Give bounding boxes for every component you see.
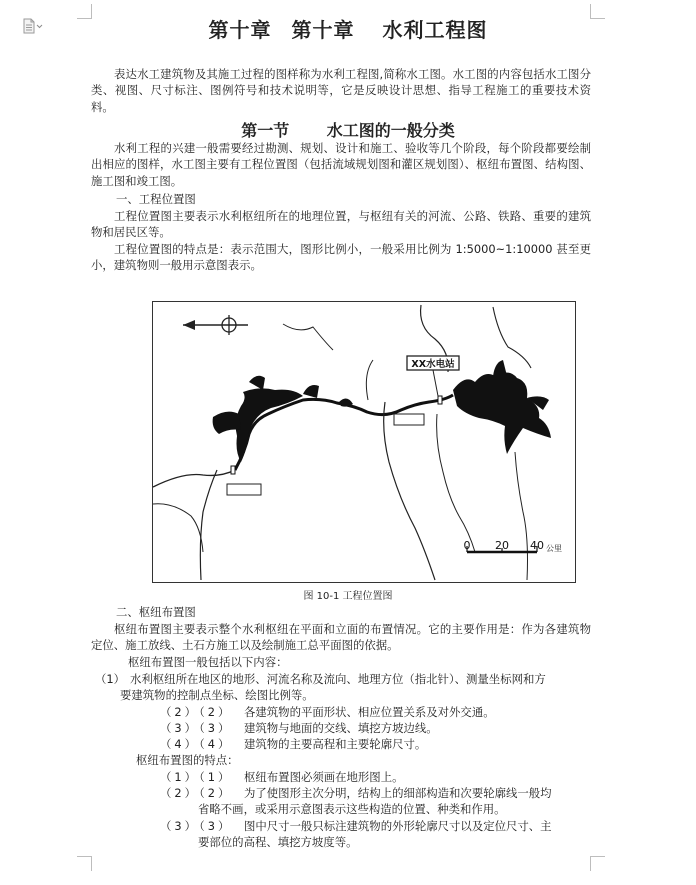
scale-tick-20: 20 (495, 539, 509, 552)
list-item-3-number: （3）（3） (160, 721, 233, 735)
feature-2-number: （2）（2） (160, 786, 233, 800)
list-item-4-number: （4）（4） (160, 737, 233, 751)
station-label: XX水电站 (411, 359, 455, 370)
feature-3-number: （3）（3） (160, 819, 233, 833)
location-map-drawing (153, 302, 574, 581)
title-subject: 水利工程图 (382, 18, 488, 42)
north-arrow-icon (183, 315, 248, 335)
section-title (0, 118, 696, 141)
intro-paragraph: 表达水工建筑物及其施工过程的图样称为水利工程图,简称水工图。水工图的内容包括水工图分类、视图、尺寸标注、图例符号和技术说明等，它是反映设计思想、指导工程施工的重要技术资料。 (91, 67, 591, 114)
feature-2-cont: 省略不画，或采用示意图表示这些构造的位置、种类和作用。 (198, 802, 506, 816)
location-map-figure (152, 301, 576, 583)
title-chapter-2: 第十章 (291, 18, 355, 42)
feature-1-text: 枢纽布置图必须画在地形图上。 (244, 770, 404, 784)
figure-caption: 图 10-1 工程位置图 (303, 591, 393, 602)
crop-mark-bottom-left (77, 856, 92, 871)
layout-plan-paragraph: 枢纽布置图主要表示整个水利枢纽在平面和立面的布置情况。它的主要作用是：作为各建筑物定位、施工放线、土石方施工以及绘制施工总平面图的依据。 (91, 622, 591, 653)
list-item-1-number: （1） (95, 672, 126, 686)
section1-paragraph: 水利工程的兴建一般需要经过勘测、规划、设计和施工、验收等几个阶段，每个阶段都要绘制出相应的图样，水工图主要有工程位置图（包括流域规划图和灌区规划图）、枢纽布置图、结构图、施工图和竣工图。 (91, 141, 591, 188)
includes-intro: 枢纽布置图一般包括以下内容： (128, 655, 288, 669)
list-item-1-cont: 要建筑物的控制点坐标、绘图比例等。 (120, 688, 314, 702)
settlement-box-2 (227, 484, 261, 495)
list-item-4-text: 建筑物的主要高程和主要轮廓尺寸。 (244, 737, 427, 751)
scale-unit: 公里 (546, 544, 562, 553)
title-chapter-1: 第十章 (208, 18, 272, 42)
section-name: 水工图的一般分类 (326, 121, 455, 140)
location-map-paragraph-2: 工程位置图的特点是：表示范围大，图形比例小，一般采用比例为 1:5000~1:10000 甚至更小，建筑物则一般用示意图表示。 (91, 242, 591, 273)
list-item-1-text: 水利枢纽所在地区的地形、河流名称及流向、地理方位（指北针）、测量坐标网和方 (130, 672, 546, 686)
section-number: 第一节 (241, 121, 290, 140)
features-intro: 枢纽布置图的特点： (136, 753, 239, 767)
crop-mark-bottom-right (590, 856, 605, 871)
subheading-location-map: 一、工程位置图 (116, 192, 196, 206)
list-item-2-number: （2）（2） (160, 705, 233, 719)
scale-tick-40: 40 (530, 539, 544, 552)
feature-2-text: 为了使图形主次分明，结构上的细部构造和次要轮廓线一般均 (244, 786, 552, 800)
location-map-paragraph-1: 工程位置图主要表示水利枢纽所在的地理位置，与枢纽有关的河流、公路、铁路、重要的建筑物和居民区等。 (91, 209, 591, 240)
feature-1-number: （1）（1） (160, 770, 233, 784)
feature-3-text: 图中尺寸一般只标注建筑物的外形轮廓尺寸以及定位尺寸、主 (244, 819, 552, 833)
list-item-2-text: 各建筑物的平面形状、相应位置关系及对外交通。 (244, 705, 495, 719)
scale-bar (464, 539, 563, 553)
feature-3-cont: 要部位的高程、填挖方坡度等。 (198, 835, 358, 849)
scale-tick-0: 0 (463, 539, 471, 552)
settlement-box-1 (394, 414, 424, 425)
page-title (0, 14, 696, 43)
list-item-3-text: 建筑物与地面的交线、填挖方坡边线。 (244, 721, 438, 735)
subheading-layout-plan: 二、枢纽布置图 (116, 605, 196, 619)
